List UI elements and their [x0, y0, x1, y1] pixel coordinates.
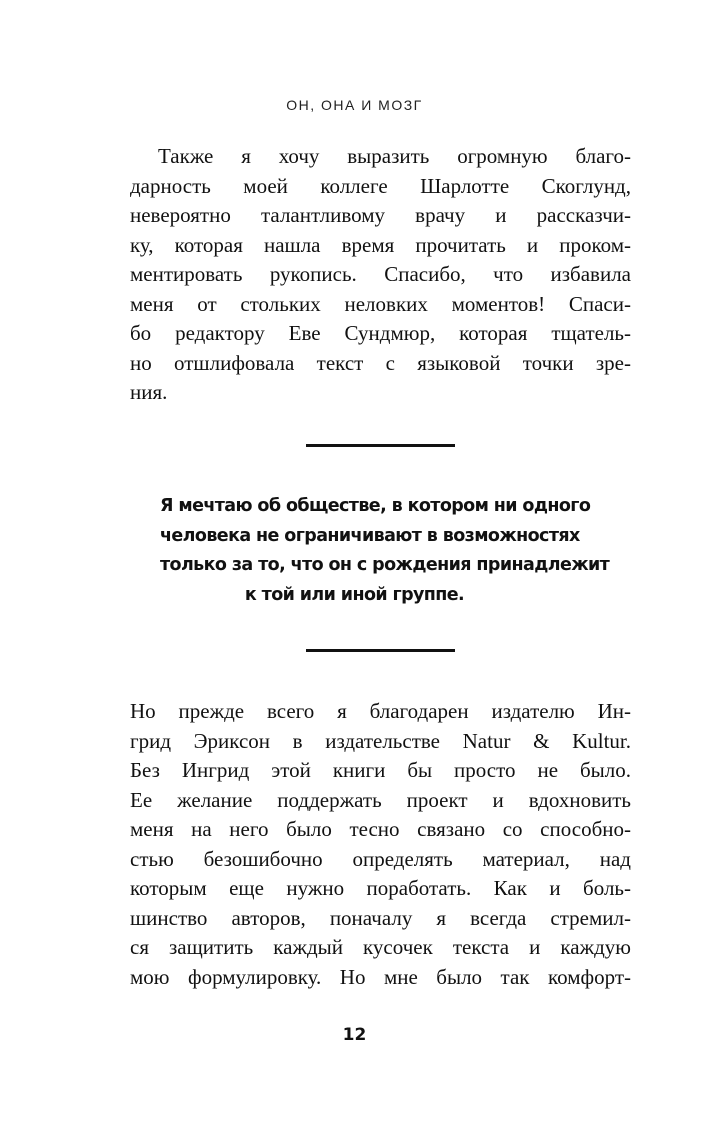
text-line: Ее желание поддержать проект и вдохновить [130, 787, 631, 812]
text-line: стью безошибочно определять материал, над [130, 846, 631, 871]
pull-quote-line: только за то, что он с рождения принадлежит [160, 555, 610, 575]
pull-quote-line: человека не ограничивают в возможностях [160, 525, 580, 546]
text-line: дарность моей коллеге Шарлотте Скоглунд, [130, 173, 631, 198]
text-line: ся защитить каждый кусочек текста и каждую [130, 935, 631, 959]
paragraph-acknowledgement-1 [130, 142, 631, 408]
pull-quote-top-rule [306, 444, 455, 447]
text-line: но отшлифовала текст с языковой точки зре- [130, 350, 631, 375]
text-line: которым еще нужно поработать. Как и боль- [130, 876, 631, 900]
text-line: грид Эриксон в издательстве Natur & Kultur. [130, 728, 631, 753]
text-line: Без Ингрид этой книги бы просто не было. [130, 758, 631, 782]
text-line: мою формулировку. Но мне было так комфорт- [130, 964, 631, 989]
pull-quote [160, 492, 610, 610]
text-line: ментировать рукопись. Спасибо, что избавила [130, 262, 631, 286]
text-line: невероятно талантливому врачу и рассказчи- [130, 203, 631, 227]
pull-quote-bottom-rule [306, 649, 455, 652]
pull-quote-line: к той или иной группе. [244, 584, 465, 605]
paragraph-acknowledgement-2 [130, 697, 631, 992]
text-line: меня на него было тесно связано со способно- [130, 817, 631, 841]
page-number: 12 [342, 1025, 367, 1045]
pull-quote-line: Я мечтаю об обществе, в котором ни одного [160, 496, 591, 516]
text-line: Также я хочу выразить огромную благо- [158, 144, 631, 168]
text-line: Но прежде всего я благодарен издателю Ин- [130, 699, 631, 723]
text-line: ния. [130, 380, 168, 404]
text-line: ку, которая нашла время прочитать и проком- [130, 232, 631, 257]
text-line: меня от стольких неловких моментов! Спаси- [130, 291, 631, 316]
running-head: ОН, ОНА И МОЗГ [286, 97, 423, 113]
text-line: шинство авторов, поначалу я всегда стремил- [130, 905, 631, 930]
text-line: бо редактору Еве Сундмюр, которая тщатель- [130, 321, 631, 345]
